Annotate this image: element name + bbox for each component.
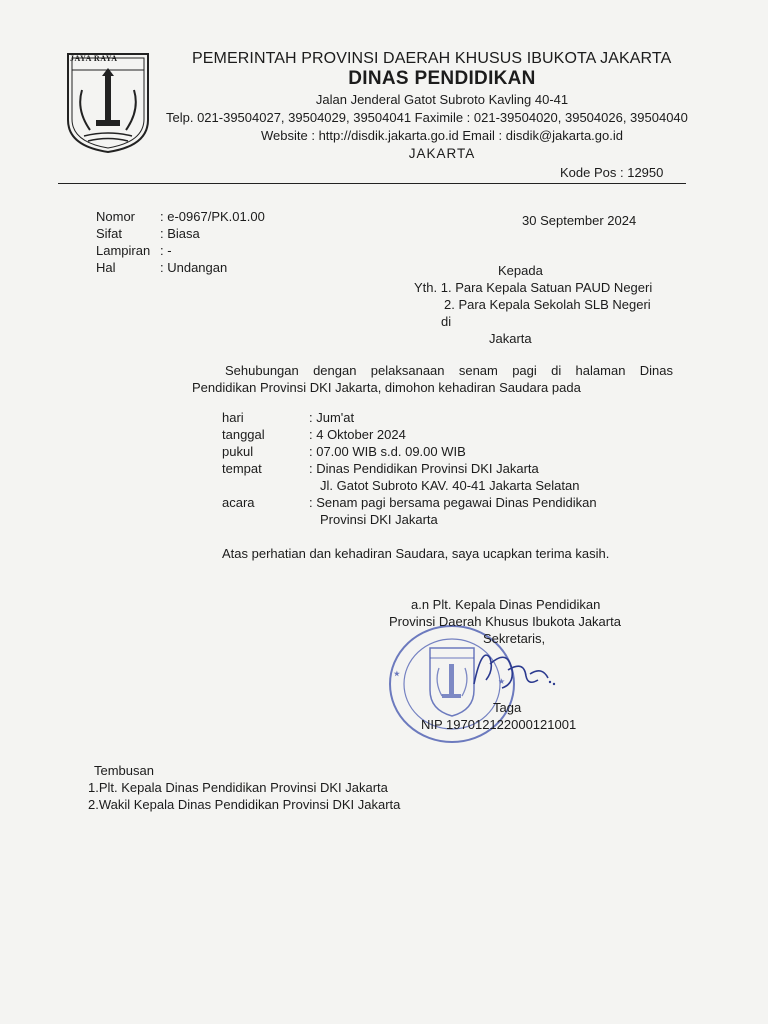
postal-code: Kode Pos : 12950 [560, 165, 664, 180]
acara-label: acara [222, 495, 255, 510]
tanggal-value: : 4 Oktober 2024 [309, 427, 406, 442]
tempat-value-line2: Jl. Gatot Subroto KAV. 40-41 Jakarta Selatan [320, 478, 580, 493]
tempat-value-line1: : Dinas Pendidikan Provinsi DKI Jakarta [309, 461, 539, 476]
government-name: PEMERINTAH PROVINSI DAERAH KHUSUS IBUKOTA JAKARTA [192, 50, 672, 67]
agency-name: DINAS PENDIDIKAN [348, 68, 536, 89]
svg-text:★: ★ [498, 677, 506, 686]
nomor-label: Nomor [96, 209, 136, 224]
addressee-line1: Yth. 1. Para Kepala Satuan PAUD Negeri [414, 280, 653, 295]
sifat-value: : Biasa [160, 226, 200, 241]
pukul-value: : 07.00 WIB s.d. 09.00 WIB [309, 444, 466, 459]
agency-web-email: Website : http://disdik.jakarta.go.id Email : disdik@jakarta.go.id [261, 128, 623, 143]
signature-line3: Sekretaris, [483, 631, 546, 646]
lampiran-value: : - [160, 243, 172, 258]
tembusan-item2: 2.Wakil Kepala Dinas Pendidikan Provinsi DKI Jakarta [88, 797, 401, 812]
kepada-text: Kepada [498, 263, 543, 278]
header-divider [58, 183, 686, 184]
tembusan-item1: 1.Plt. Kepala Dinas Pendidikan Provinsi DKI Jakarta [88, 780, 388, 795]
pukul-label: pukul [222, 444, 254, 459]
svg-text:★: ★ [391, 668, 403, 679]
signatory-nip: NIP 197012122000121001 [421, 717, 577, 732]
handwritten-signature [468, 640, 558, 700]
tempat-label: tempat [222, 461, 262, 476]
body-para1-line2: Pendidikan Provinsi DKI Jakarta, dimohon kehadiran Saudara pada [192, 380, 581, 395]
logo-text: JAYA RAYA [70, 54, 118, 63]
jakarta-emblem-logo [64, 50, 152, 154]
addressee-city: Jakarta [489, 331, 532, 346]
acara-value-line2: Provinsi DKI Jakarta [320, 512, 438, 527]
hal-value: : Undangan [160, 260, 228, 275]
addressee-line2: 2. Para Kepala Sekolah SLB Negeri [444, 297, 651, 312]
signature-line2: Provinsi Daerah Khusus Ibukota Jakarta [389, 614, 621, 629]
agency-phone: Telp. 021-39504027, 39504029, 39504041 Faximile : 021-39504020, 39504026, 39504040 [166, 110, 688, 125]
lampiran-label: Lampiran [96, 243, 151, 258]
nomor-value: : e-0967/PK.01.00 [160, 209, 265, 224]
body-para1-line1: Sehubungan dengan pelaksanaan senam pagi di halaman Dinas [225, 363, 673, 378]
tembusan-title: Tembusan [94, 763, 154, 778]
signatory-name: Taga [493, 700, 522, 715]
tanggal-label: tanggal [222, 427, 265, 442]
hal-label: Hal [96, 260, 116, 275]
agency-city: JAKARTA [408, 146, 476, 161]
agency-address: Jalan Jenderal Gatot Subroto Kavling 40-41 [315, 92, 569, 107]
letter-date: 30 September 2024 [522, 213, 637, 228]
addressee-di: di [441, 314, 452, 329]
hari-value: : Jum'at [309, 410, 355, 425]
sifat-label: Sifat [96, 226, 123, 241]
hari-label: hari [222, 410, 244, 425]
closing-text: Atas perhatian dan kehadiran Saudara, saya ucapkan terima kasih. [222, 546, 610, 561]
signature-line1: a.n Plt. Kepala Dinas Pendidikan [411, 597, 601, 612]
acara-value-line1: : Senam pagi bersama pegawai Dinas Pendidikan [309, 495, 597, 510]
